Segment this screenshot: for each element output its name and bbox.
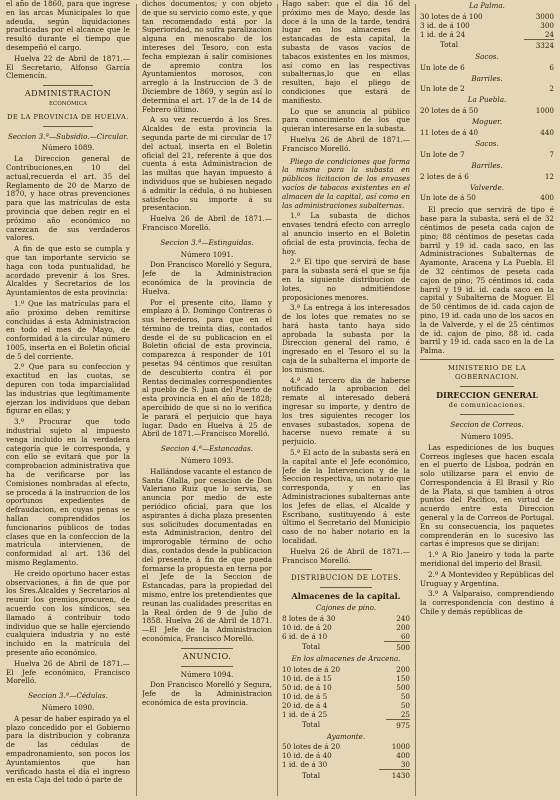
- lot-label: Un lote de 6: [420, 62, 465, 72]
- lot-value: 500: [396, 682, 410, 692]
- paragraph: Don Francisco Morelló y Segura, Jefe de la Administracion económica de la provincia de Huelva.: [142, 260, 272, 296]
- lot-label: 3 id. de á 100: [420, 20, 470, 30]
- column-1: [6, 0, 130, 800]
- category-label: En los almacenes de Aracena.: [291, 653, 401, 663]
- lot-value: 150: [396, 673, 410, 683]
- table-row: [282, 710, 410, 720]
- paragraph: 1.ª La subasta de dichos envases tendrá efecto con arreglo al anuncio inserto en el Boletin oficial de esta provincia, fecha de hoy.: [282, 211, 410, 256]
- section-title: Seccion 3.ª—Subsidio.—Circular.: [7, 131, 129, 141]
- divider: [43, 85, 93, 86]
- table-row: [282, 665, 410, 674]
- total-label: Total: [440, 40, 459, 50]
- lot-value: 200: [396, 622, 410, 632]
- table-row: [282, 614, 410, 623]
- lot-label: Un lote de á 50: [420, 193, 476, 203]
- section-subheading: ECONÓMICA: [48, 100, 88, 107]
- lot-value: 50: [400, 691, 410, 701]
- table-row: [282, 692, 410, 701]
- lot-value: 12: [544, 171, 554, 181]
- lot-value: 24: [544, 29, 554, 39]
- paragraph: 4.ª Al tercero dia de haberse notificado la aprobacion del remate al interesado deberá ingresar su importe, y dentro de los tres siguientes recoger los envases subastados, sopena de hacerse nuevo remate á su perjuicio.: [282, 375, 410, 447]
- divider: [420, 359, 554, 360]
- paragraph: 2.º A Montevideo y Repúblicas del Uruguay y Argentina.: [420, 569, 554, 588]
- total-row: [420, 39, 554, 50]
- divider: [43, 126, 93, 127]
- table-row: [282, 632, 410, 642]
- category-label: Moguer.: [471, 117, 503, 127]
- paragraph: 1.º A Rio Janeiro y toda la parte meridional del imperio del Brasil.: [420, 550, 554, 569]
- paragraph: 2.º Que para su confeccion y exactitud en las cuotas, se depuren con toda imparcialidad las industrias que legítimamente ejerzan los individuos que deban figurar en ellas; y: [6, 362, 130, 416]
- total-value: 975: [386, 719, 410, 730]
- paragraph: Las espediciones de los buques Correos ingleses que hacen escala en el puerto de Lisboa, podrán en solo utilizarse para el envio de Correspondencia á El Brasil y Río de la Plata, si que tambien á otros puntos del Pacífico, en virtud de acuerdo entre esta Direccion general y la de Correos de Portugal. En su consecuencia, los paquetes comprenderán en lo sucesivo las cartas é impresos que se dirijan:: [420, 442, 554, 549]
- section-heading: ANUNCIO.: [182, 651, 232, 661]
- total-value: 1430: [379, 770, 410, 781]
- lot-label: 2 lotes de á 6: [420, 171, 469, 181]
- paragraph: Huelva 22 de Abril de 1871.—El Secretario, Alfonso García Clemencín.: [6, 53, 130, 81]
- table-row: [420, 30, 554, 40]
- notice-number: Número 1089.: [41, 143, 95, 153]
- paragraph: Don Francisco Morelló y Segura, Jefe de la Administracion económica de esta provincia.: [142, 680, 272, 707]
- paragraph: 1.º Que las matrículas para el año próximo deben remitirse concluidas á esta Administracion en todo el mes de Mayo, de conformidad á la circular número 1005, inserta en el Boletin oficial de 5 del corriente.: [6, 298, 130, 361]
- category-label: Sacos.: [475, 138, 499, 148]
- lot-value: 400: [540, 193, 554, 203]
- divider: [320, 587, 371, 588]
- paragraph: Huelva 26 de Abril de 1871.—Francisco Morelló.: [282, 134, 410, 153]
- divider: [460, 414, 514, 415]
- column-divider: [136, 4, 137, 796]
- column-divider: [277, 4, 278, 796]
- paragraph: 3.ª La entrega á los interesados de los lotes que remates no se hará hasta tanto haya sido aprobada la subasta por la Direccion general del ramo, é ingresado en el Tesoro el su la caja de la subalterna el importe de los mismos.: [282, 303, 410, 374]
- lot-value: 60: [400, 631, 410, 641]
- lot-value: 440: [540, 127, 554, 137]
- lot-value: 6: [549, 62, 554, 72]
- paragraph: 3.º Procurar que todo industrial sujeto al impuesto venga incluido en la verdadera categoría que le corresponda, y con ello se evitará que por la comprobacion administrativa que ha de verificarse por las Comisiones nombradas al efecto, se proceda á la instruccion de los oportunos expedientes de defraudacion, en cuyas penas se hallan comprendidos los funcionarios públicos de todas clases que en la confeccion de la matrícula intervienen, de conformidad al art. 136 del mismo Reglamento.: [6, 417, 130, 568]
- table-row: [420, 63, 554, 72]
- lot-value: 300: [540, 20, 554, 30]
- divider: [320, 569, 371, 570]
- notice-number: Número 1095.: [460, 431, 514, 441]
- conditions-heading: Pliego de condiciones que forma la misma para la subasta en públicos licitacion de los envases vacíos de tabacos existentes en el almacen de la capital, así como en las administraciones subalternas.: [282, 156, 410, 210]
- category-label: La Palma.: [469, 1, 505, 10]
- lot-value: 200: [396, 664, 410, 674]
- lot-label: 10 lotes de á 20: [282, 664, 341, 674]
- category-label: Sacos.: [475, 51, 499, 61]
- table-row: [420, 21, 554, 30]
- paragraph: A fin de que esto se cumpla y que tan importante servicio se haga con toda puntualidad, he acordado prevenir á los Sres. Alcaldes y Secretarios de los Ayuntamientos de esta provincia:: [6, 244, 130, 298]
- paragraph: Lo que se anuncia al público para conocimiento de los que quieran interesarse en la subasta.: [282, 106, 410, 134]
- table-row: [282, 701, 410, 710]
- lots-table: [282, 742, 410, 780]
- table-row: [420, 150, 554, 159]
- total-label: Total: [302, 720, 321, 730]
- section-title: Seccion 4.ª—Estancadas.: [160, 444, 254, 454]
- lots-table: [420, 193, 554, 202]
- table-row: [282, 742, 410, 751]
- column-divider: [415, 4, 416, 796]
- paragraph: A pesar de haber espirado ya el plazo concedido por el Gobierno para la distribucion y cobranza de las cédulas de empadronamiento, son pocos los Ayuntamientos que han verificado hasta el día el ingreso en esta Caja del todo ó parte de: [6, 713, 130, 785]
- paragraph: 5.ª El acto de la subasta será en la capital ante el Jefe económico, Jefe de la Intervencion y de la Seccion respectiva, un notario que corresponda, y en las Administraciones subalternas ante los Jefes de ellas, el Alcalde y Escribano, sustituyendo á este último el Secretario del Municipio caso de no haber notario en la localidad.: [282, 448, 410, 546]
- lots-table: [420, 84, 554, 93]
- total-row: [282, 719, 410, 730]
- lot-value: 2: [549, 84, 554, 94]
- section-heading: ADMINISTRACION: [24, 89, 112, 99]
- divider: [181, 648, 233, 649]
- table-row: [420, 84, 554, 93]
- table-row: [282, 674, 410, 683]
- lot-label: 8 lotes de á 30: [282, 613, 336, 623]
- table-row: [420, 193, 554, 202]
- table-row: [420, 128, 554, 137]
- lot-value: 50: [400, 700, 410, 710]
- paragraph: He creido oportuno hacer estas observaciones, á fin de que por los Sres.Alcaldes y Secretarios al reunir los gremios,procuren, de acuerdo con los síndicos, sea llamado á contribuir todo individuo que se halle ejerciendo cualquiera industria y no esté incluido en la matrícula del presente año económico.: [6, 568, 130, 657]
- notice-number: Número 1093.: [180, 456, 234, 466]
- category-label: Valverde.: [469, 182, 504, 192]
- divider: [181, 666, 233, 667]
- total-row: [282, 641, 410, 652]
- lots-table: [420, 172, 554, 181]
- column-3: [282, 0, 410, 800]
- paragraph: Huelva 26 de Abril de 1871.—Francisco Morelló.: [142, 214, 272, 232]
- table-row: [420, 172, 554, 181]
- lot-value: 400: [396, 751, 410, 761]
- section-heading: MINISTERIO DE LA GOBERNACION.: [448, 363, 526, 381]
- notice-number: Número 1091.: [180, 249, 234, 259]
- total-label: Total: [302, 642, 321, 652]
- paragraph: Por el presente cito, llamo y emplazo á D. Domingo Contreras ó sus herederos, para que en el término de treinta dias, contados desde el de su publicacion en el Boletin oficial de esta provincia, comparezca á responder de 101 pesetas 94 céntimos que resultan de descubierto contra él por Rentas decimales correspondientes al pueblo de S. Juan del Puerto de esta provincia en el año de 1828; apercibido de que si no lo verifica le parará el perjuicio que haya lugar. Dado en Huelva á 25 de Abril de 1871.—Francisco Morelló.: [142, 297, 272, 439]
- lot-value: 1000: [391, 742, 410, 752]
- lot-label: 6 id. de á 10: [282, 631, 328, 641]
- total-value: 3324: [524, 39, 554, 50]
- lots-table: [420, 63, 554, 72]
- lots-table: [282, 614, 410, 652]
- lot-label: 30 lotes de á 100: [420, 11, 483, 21]
- lot-value: 240: [396, 613, 410, 623]
- lot-label: Un lote de 7: [420, 149, 465, 159]
- lots-table: [282, 665, 410, 730]
- table-row: [282, 623, 410, 632]
- table-row: [420, 12, 554, 21]
- lot-value: 7: [549, 149, 554, 159]
- paragraph: Huelva 26 de Abril de 1871.—El Jefe económico, Francisco Morelló.: [6, 658, 130, 686]
- category-label: Cajones de pino.: [315, 603, 377, 612]
- column-2: [142, 0, 272, 800]
- lot-label: 20 lotes de á 50: [420, 106, 479, 116]
- lot-label: 50 id. de á 10: [282, 682, 332, 692]
- subsection-title: Almacenes de la capital.: [291, 591, 401, 602]
- lot-label: 1 id. de á 30: [282, 760, 328, 770]
- lot-label: 10 id. de á 5: [282, 691, 328, 701]
- lots-table: [420, 106, 554, 115]
- category-label: Ayamonte.: [326, 731, 366, 741]
- paragraph: A su vez recuerdo á los Sres. Alcaldes de esta provincia la segunda parte de mi circular de 17 del actual, inserta en el Boletin oficial del 21, referente á que dos cuenta á esta Administracion de las multas que hayan impuesto á individuos que se hubiesen negado á admitir la cédula, ó no hubiesen satisfecho su importe á su presentacion.: [142, 115, 272, 213]
- lot-label: 11 lotes de á 40: [420, 127, 479, 137]
- total-value: 500: [384, 641, 410, 652]
- lot-value: 25: [400, 709, 410, 719]
- lot-value: 30: [400, 760, 410, 770]
- lot-label: 10 id. de á 40: [282, 751, 332, 761]
- table-row: [282, 751, 410, 760]
- paragraph: La Direccion general de Contribuciones,en 10 del actual,recuerda el art. 35 del Reglamento de 20 de Marzo de 1870, y hace otras prevenciones para que las matrículas de esta provincia que deben regir en el próximo año económico no carezcan de sus verdaderos valores.: [6, 154, 130, 243]
- category-label: Barriles.: [471, 73, 503, 83]
- notice-number: Número 1094.: [180, 669, 234, 679]
- column-4: [420, 0, 554, 800]
- paragraph: 2.ª El tipo que servirá de base para la subasta será el que se fija en la siguiente distribucion de lotes, no admitiéndose proposiciones menores.: [282, 257, 410, 302]
- section-subheading: DIRECCION GENERAL: [436, 389, 538, 400]
- section-subheading: DE LA PROVINCIA DE HUELVA.: [7, 112, 129, 121]
- category-label: La Puebla.: [467, 95, 507, 105]
- category-label: Barriles.: [471, 160, 503, 170]
- table-row: [282, 760, 410, 770]
- lot-label: Un lote de 2: [420, 84, 465, 94]
- section-title: Seccion de Correos.: [450, 420, 524, 430]
- paragraph: 3.º A Valparaiso, comprendiendo la correspondencia con destino á Chile y demás repúblicas de: [420, 589, 554, 617]
- lot-label: 10 id. de á 20: [282, 622, 332, 632]
- divider: [460, 386, 514, 387]
- paragraph: el año de 1860, para que ingrese en las arcas Municipales lo que adeuda, según liquidaciones practicadas por el alcance que le resultó durante el tiempo que desempeñó el cargo.: [6, 0, 130, 52]
- section-subheading: de comunicaciones.: [448, 401, 526, 410]
- lots-table: [420, 128, 554, 137]
- table-title: DISTRIBUCION DE LOTES.: [290, 574, 401, 583]
- lots-table: [420, 12, 554, 50]
- lot-label: 10 id. de á 15: [282, 673, 332, 683]
- notice-number: Número 1090.: [41, 702, 95, 712]
- lots-table: [420, 150, 554, 159]
- lot-value: 1000: [535, 106, 554, 116]
- lot-label: 1 id. de á 24: [420, 29, 466, 39]
- section-title: Seccion 3.ª—Estinguidas.: [160, 237, 254, 247]
- paragraph: Huelva 26 de Abril de 1871.—Francisco Morelló.: [282, 546, 410, 565]
- paragraph: Hago saber: que el dia 16 del próximo mes de Mayo, desde las doce á la una de la tarde, tendrá lugar en los almacenes de estancadas de esta capital, la subasta de vasos vacíos de tabacos existentes en los mismos, así como en las respectivas subalternas,lo que en ellas resulten, bajo el pliego de condiciones que estará de manifiesto.: [282, 0, 410, 105]
- paragraph: Hallándose vacante el estanco de Santa Olalla, por cesacion de Don Valeriano Ruiz que lo servia, se anuncia por medio de este periódico oficial, para que los aspirantes á dicha plaza presenten sus solicitudes documentadas en esta Administracion, dentro del improrogable término de ocho dias, contados desde la publicacion del presente, á fin de que pueda formarse la propuesta en terna por el Jefe de la Seccion de Estancadas, para la propiedad del mismo, entre los pretendientes que reunan las cualidades prescritas en la Real órden de 9 de Julio de 1858. Huelva 26 de Abril de 1871.—El Jefe de la Administracion económica, Francisco Morelló.: [142, 466, 272, 643]
- paragraph: El precio que servirá de tipo é base para la subasta, será el de 32 céntimos de peseta cada cajon de pino; 88 céntimos de pesetas cada barril y 19 id. cada saco, en las Administraciones Subalternas de Ayamonte, Aracena y La Puebla. El de 32 céntimos de peseta cada cajon de pino; 75 céntimos id. cada barril y 19 id. id. cada saco en la capital y Subalterna de Moguer. El de 50 céntimos de id. cada cajon de pino, 19 id. cada uno de los sacos en la de Valverde, y el de 25 céntimos de id. cajon de pino, 88 id. cada barril y 19 id. cada saco en la de La Palma.: [420, 205, 554, 356]
- total-label: Total: [302, 770, 321, 780]
- paragraph: dichos documentos; y con objeto de que su servicio como este, y que tan recomendado está por la Superioridad, no sufra paralizacion alguna en menoscabo de los intereses del Tesoro, con esta fecha empiezan á salir comisiones de apremio contra los Ayuntamientos morosos, con arreglo á la Instruccion de 3 de Diciembre de 1869, y según así lo determina el art. 17 de la de 14 de Febrero último.: [142, 0, 272, 114]
- lot-label: 1 id. de á 25: [282, 709, 328, 719]
- table-row: [282, 683, 410, 692]
- total-row: [282, 770, 410, 781]
- lot-value: 3000: [535, 11, 554, 21]
- lot-label: 50 lotes de á 20: [282, 742, 341, 752]
- lot-label: 20 id. de á 4: [282, 700, 328, 710]
- table-row: [420, 106, 554, 115]
- section-title: Seccion 3.ª—Cédulas.: [28, 691, 108, 701]
